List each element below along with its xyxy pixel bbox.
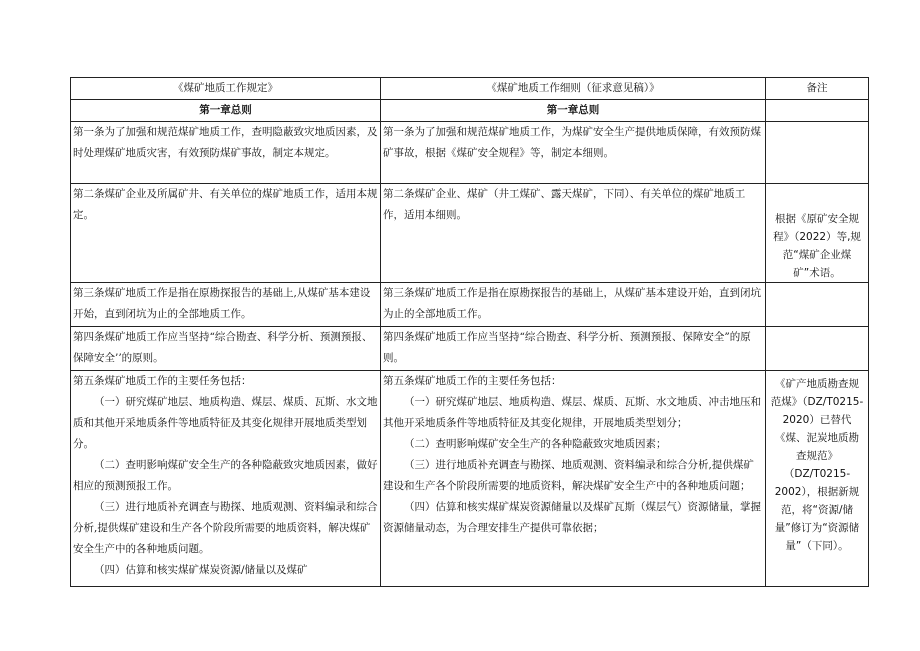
header-row [71,78,869,100]
row1-note [766,122,869,184]
comparison-table [70,77,869,587]
row3-note [766,283,869,327]
chapter-row [71,100,869,122]
table-row [71,283,869,327]
row5-col2: 第五条煤矿地质工作的主要任务包括： （一）研究煤矿地层、地质构造、煤层、煤质、瓦斯、水文地质、冲击地压和其他开采地质条件等地质特征及其变化规律，开展地质类型划分； （二）查明影响煤矿安全生产的各种隐蔽致灾地质因素； （三）进行地质补充调查与勘探、地质观测、资料编录和综合分析,提供煤矿建设和生产各个阶段所需要的地质资料，解决煤矿安全生产中的各种地质问题； （四）估算和核实煤矿煤炭资源储量以及煤矿瓦斯（煤层气）资源储量，掌握资源储量动态，为合理安排生产提供可靠依据； [381,371,766,587]
table-row [71,184,869,283]
row4-col2: 第四条煤矿地质工作应当坚持“综合勘查、科学分析、预测预报、保障安全”的原则。 [381,327,766,371]
table-row [71,327,869,371]
row5-col1: 第五条煤矿地质工作的主要任务包括： （一）研究煤矿地层、地质构造、煤层、煤质、瓦斯、水文地质和其他开采地质条件等地质特征及其变化规律开展地质类型划分。 （二）查明影响煤矿安全生产的各种隐蔽致灾地质因素，做好相应的预测预报工作。 （三）进行地质补充调查与勘探、地质观测、资料编录和综合分析,提供煤矿建设和生产各个阶段所需要的地质资料，解决煤矿安全生产中的各种地质问题。 （四）估算和核实煤矿煤炭资源/储量以及煤矿 [71,371,381,587]
chapter-note [766,100,869,122]
row2-col2: 第二条煤矿企业、煤矿（井工煤矿、露天煤矿，下同）、有关单位的煤矿地质工作，适用本细则。 [381,184,766,283]
chapter-col1: 第一章总则 [71,100,381,122]
row3-col1: 第三条煤矿地质工作是指在原勘探报告的基础上,从煤矿基本建设开始，直到闭坑为止的全部地质工作。 [71,283,381,327]
row4-col1: 第四条煤矿地质工作应当坚持“综合勘查、科学分析、预测预报、保障安全’’的原则。 [71,327,381,371]
header-col1: 《煤矿地质工作规定》 [71,78,381,100]
row1-col2: 第一条为了加强和规范煤矿地质工作，为煤矿安全生产提供地质保障，有效预防煤矿事故，根据《煤矿安全规程》等，制定本细则。 [381,122,766,184]
row5-note: 《矿产地质勘查规范煤》（DZ/T0215-2020）已替代《煤、泥炭地质勘查规范》（DZ/T0215-2002），根据新规范，将“资源/储量”修订为“资源储量”（下同）。 [766,371,869,587]
row4-note [766,327,869,371]
table-row [71,371,869,587]
row3-col2: 第三条煤矿地质工作是指在原勘探报告的基础上，从煤矿基本建设开始，直到闭坑为止的全部地质工作。 [381,283,766,327]
header-note: 备注 [766,78,869,100]
row1-col1: 第一条为了加强和规范煤矿地质工作，查明隐蔽致灾地质因素，及时处理煤矿地质灾害，有效预防煤矿事故，制定本规定。 [71,122,381,184]
header-col2: 《煤矿地质工作细则（征求意见稿）》 [381,78,766,100]
row2-col1: 第二条煤矿企业及所属矿井、有关单位的煤矿地质工作，适用本规定。 [71,184,381,283]
table-row [71,122,869,184]
chapter-col2: 第一章总则 [381,100,766,122]
row2-note: 根据《原矿安全规程》（2022）等,规范“煤矿企业煤矿”术语。 [766,184,869,283]
